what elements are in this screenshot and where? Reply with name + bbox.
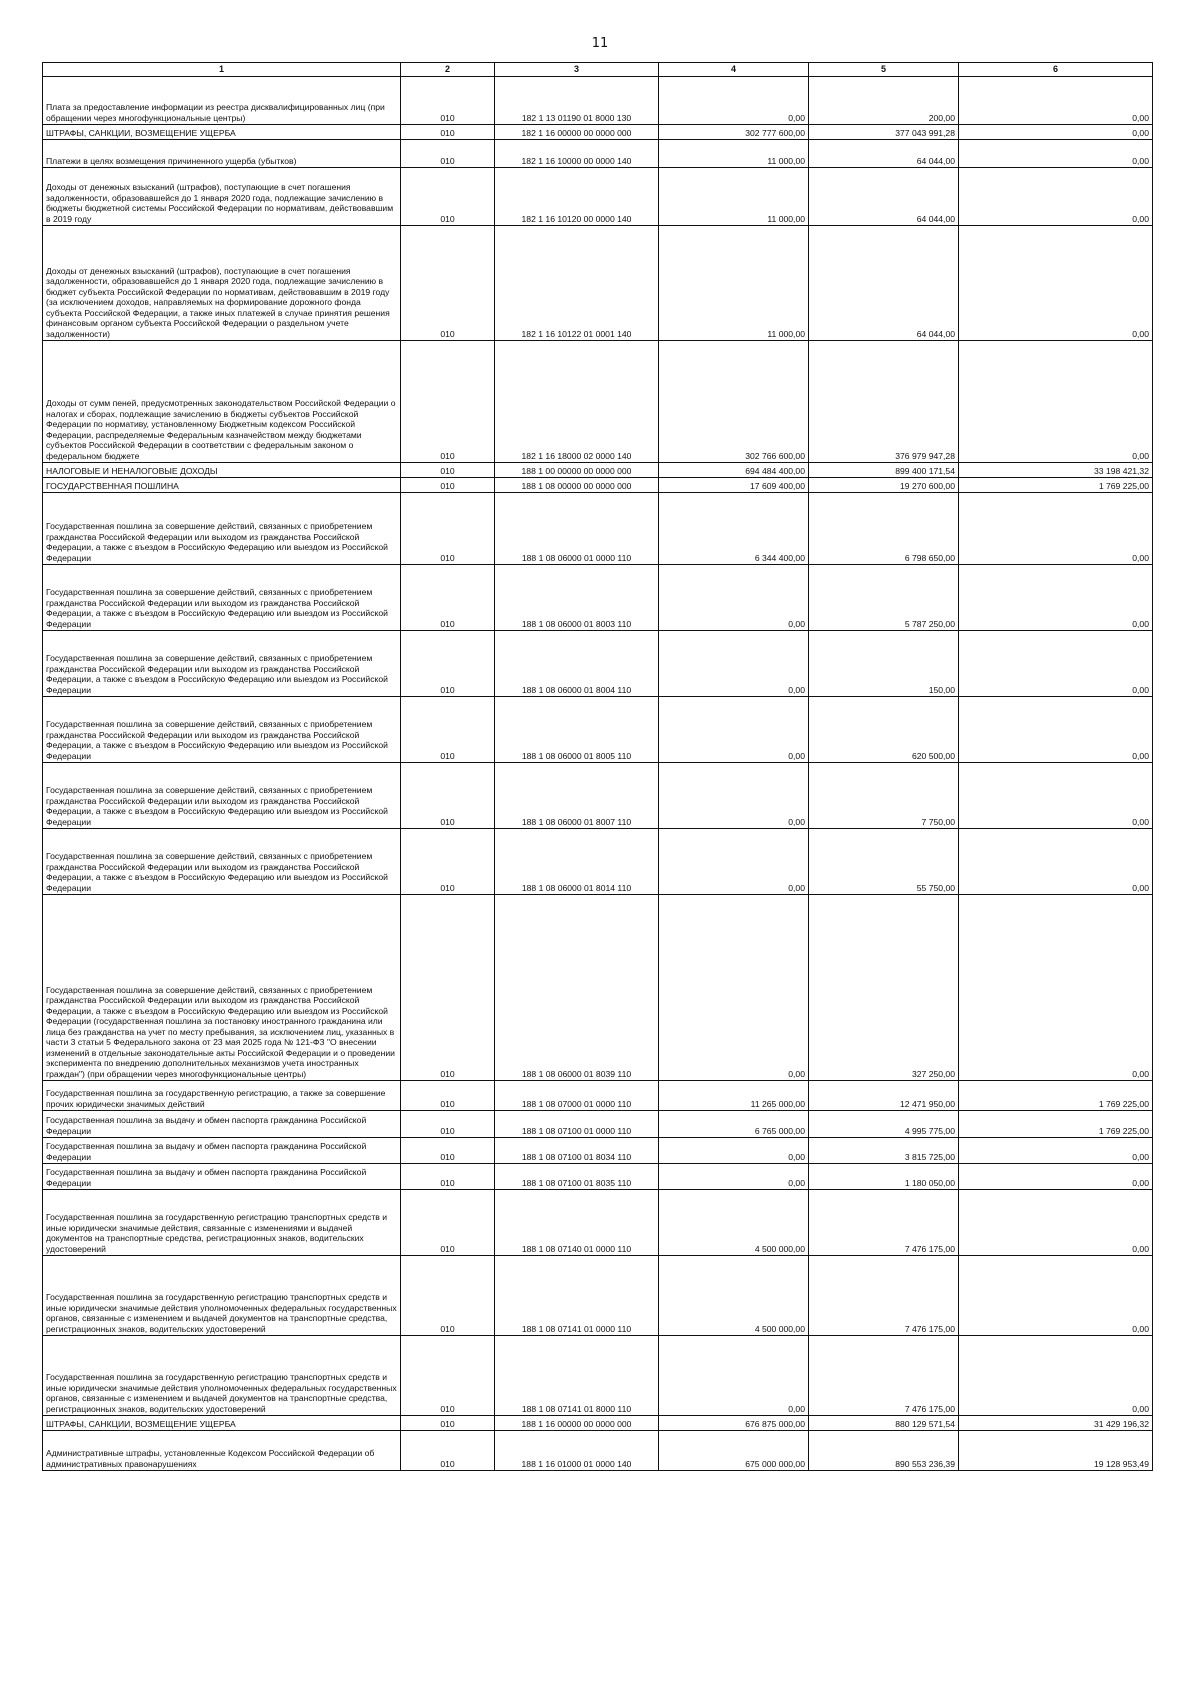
- row-value-col4: 11 000,00: [659, 168, 809, 226]
- table-row: [43, 1164, 1153, 1190]
- row-value-col6: 33 198 421,32: [959, 463, 1153, 478]
- row-value-col6: 0,00: [959, 125, 1153, 140]
- row-value-col5: 899 400 171,54: [809, 463, 959, 478]
- row-name: Государственная пошлина за совершение действий, связанных с приобретением гражданства Российской Федерации или выходом из гражданства Российской Федерации, а также с въездом в Российскую Федерацию или выездом из Российской Федерации: [43, 631, 401, 697]
- row-name: Государственная пошлина за выдачу и обмен паспорта гражданина Российской Федерации: [43, 1138, 401, 1164]
- row-value-col5: 7 750,00: [809, 763, 959, 829]
- row-value-col6: 0,00: [959, 1138, 1153, 1164]
- table-row: [43, 77, 1153, 125]
- col-header-6: 6: [959, 63, 1153, 77]
- row-name: ШТРАФЫ, САНКЦИИ, ВОЗМЕЩЕНИЕ УЩЕРБА: [43, 1416, 401, 1431]
- row-code: 010: [401, 226, 495, 341]
- row-value-col4: 302 777 600,00: [659, 125, 809, 140]
- revenue-table: [42, 62, 1153, 1471]
- row-value-col6: 1 769 225,00: [959, 1111, 1153, 1138]
- row-kbk: 188 1 08 07141 01 0000 110: [495, 1256, 659, 1336]
- row-value-col5: 64 044,00: [809, 226, 959, 341]
- row-name: Государственная пошлина за государственную регистрацию транспортных средств и иные юридически значимые действия, связанные с изменениями и выдачей документов на транспортные средства, регистрационных знаков, водительских удостоверений: [43, 1190, 401, 1256]
- row-value-col6: 0,00: [959, 226, 1153, 341]
- row-value-col4: 4 500 000,00: [659, 1190, 809, 1256]
- row-value-col5: 377 043 991,28: [809, 125, 959, 140]
- row-kbk: 188 1 08 00000 00 0000 000: [495, 478, 659, 493]
- row-code: 010: [401, 1164, 495, 1190]
- row-value-col4: 0,00: [659, 1138, 809, 1164]
- row-kbk: 182 1 16 00000 00 0000 000: [495, 125, 659, 140]
- row-name: Административные штрафы, установленные Кодексом Российской Федерации об административных правонарушениях: [43, 1431, 401, 1471]
- row-name: Государственная пошлина за совершение действий, связанных с приобретением гражданства Российской Федерации или выходом из гражданства Российской Федерации, а также с въездом в Российскую Федерацию или выездом из Российской Федерации: [43, 763, 401, 829]
- row-kbk: 188 1 00 00000 00 0000 000: [495, 463, 659, 478]
- row-code: 010: [401, 1256, 495, 1336]
- table-row: [43, 1138, 1153, 1164]
- row-value-col4: 4 500 000,00: [659, 1256, 809, 1336]
- row-value-col6: 0,00: [959, 1190, 1153, 1256]
- row-value-col6: 0,00: [959, 77, 1153, 125]
- row-value-col5: 64 044,00: [809, 168, 959, 226]
- col-header-4: 4: [659, 63, 809, 77]
- row-value-col4: 0,00: [659, 77, 809, 125]
- row-kbk: 188 1 16 01000 01 0000 140: [495, 1431, 659, 1471]
- row-code: 010: [401, 631, 495, 697]
- row-value-col6: 0,00: [959, 697, 1153, 763]
- row-value-col6: 0,00: [959, 168, 1153, 226]
- row-value-col5: 880 129 571,54: [809, 1416, 959, 1431]
- row-value-col5: 376 979 947,28: [809, 341, 959, 463]
- row-name: Государственная пошлина за совершение действий, связанных с приобретением гражданства Российской Федерации или выходом из гражданства Российской Федерации, а также с въездом в Российскую Федерацию или выездом из Российской Федерации (государственная пошлина за постановку иностранного гражданина или лица без гражданства на учет по месту пребывания, за исключением лиц, указанных в части 3 статьи 5 Федерального закона от 23 мая 2025 года № 121-ФЗ "О внесении изменений в отдельные законодательные акты Российской Федерации и о проведении эксперимента по внедрению дополнительных механизмов учета иностранных граждан") (при обращении через многофункциональные центры): [43, 895, 401, 1081]
- row-value-col5: 4 995 775,00: [809, 1111, 959, 1138]
- row-kbk: 188 1 08 06000 01 8007 110: [495, 763, 659, 829]
- row-value-col6: 0,00: [959, 631, 1153, 697]
- row-kbk: 188 1 08 06000 01 8039 110: [495, 895, 659, 1081]
- row-value-col5: 327 250,00: [809, 895, 959, 1081]
- row-value-col4: 11 000,00: [659, 226, 809, 341]
- table-row: [43, 1111, 1153, 1138]
- table-row: [43, 493, 1153, 565]
- row-value-col6: 0,00: [959, 341, 1153, 463]
- row-value-col6: 0,00: [959, 140, 1153, 168]
- row-name: Государственная пошлина за совершение действий, связанных с приобретением гражданства Российской Федерации или выходом из гражданства Российской Федерации, а также с въездом в Российскую Федерацию или выездом из Российской Федерации: [43, 493, 401, 565]
- row-code: 010: [401, 697, 495, 763]
- row-value-col5: 5 787 250,00: [809, 565, 959, 631]
- row-name: Доходы от денежных взысканий (штрафов), поступающие в счет погашения задолженности, образовавшейся до 1 января 2020 года, подлежащие зачислению в бюджеты бюджетной системы Российской Федерации по нормативам, действовавшим в 2019 году: [43, 168, 401, 226]
- col-header-1: 1: [43, 63, 401, 77]
- row-value-col5: 55 750,00: [809, 829, 959, 895]
- table-row: [43, 226, 1153, 341]
- table-row: [43, 125, 1153, 140]
- row-value-col5: 3 815 725,00: [809, 1138, 959, 1164]
- row-value-col4: 0,00: [659, 1336, 809, 1416]
- row-name: Доходы от сумм пеней, предусмотренных законодательством Российской Федерации о налогах и сборах, подлежащие зачислению в бюджеты субъектов Российской Федерации по нормативу, установленному Бюджетным кодексом Российской Федерации, распределяемые Федеральным казначейством между бюджетами субъектов Российской Федерации в соответствии с федеральным законом о федеральном бюджете: [43, 341, 401, 463]
- row-value-col6: 0,00: [959, 829, 1153, 895]
- row-value-col6: 0,00: [959, 763, 1153, 829]
- row-kbk: 188 1 08 07000 01 0000 110: [495, 1081, 659, 1111]
- row-name: ГОСУДАРСТВЕННАЯ ПОШЛИНА: [43, 478, 401, 493]
- row-code: 010: [401, 1190, 495, 1256]
- row-kbk: 182 1 16 10120 00 0000 140: [495, 168, 659, 226]
- table-row: [43, 829, 1153, 895]
- row-value-col4: 11 265 000,00: [659, 1081, 809, 1111]
- table-row: [43, 341, 1153, 463]
- row-value-col6: 0,00: [959, 493, 1153, 565]
- row-code: 010: [401, 1111, 495, 1138]
- row-code: 010: [401, 125, 495, 140]
- row-value-col6: 1 769 225,00: [959, 1081, 1153, 1111]
- row-value-col6: 0,00: [959, 1336, 1153, 1416]
- row-code: 010: [401, 565, 495, 631]
- row-name: Государственная пошлина за выдачу и обмен паспорта гражданина Российской Федерации: [43, 1164, 401, 1190]
- table-row: [43, 478, 1153, 493]
- row-value-col4: 302 766 600,00: [659, 341, 809, 463]
- row-code: 010: [401, 829, 495, 895]
- row-code: 010: [401, 1416, 495, 1431]
- row-value-col4: 6 765 000,00: [659, 1111, 809, 1138]
- row-code: 010: [401, 763, 495, 829]
- row-value-col5: 1 180 050,00: [809, 1164, 959, 1190]
- row-kbk: 182 1 16 10000 00 0000 140: [495, 140, 659, 168]
- table-row: [43, 697, 1153, 763]
- row-kbk: 182 1 16 10122 01 0001 140: [495, 226, 659, 341]
- row-code: 010: [401, 1336, 495, 1416]
- row-code: 010: [401, 140, 495, 168]
- row-kbk: 188 1 16 00000 00 0000 000: [495, 1416, 659, 1431]
- row-value-col4: 0,00: [659, 829, 809, 895]
- row-value-col4: 17 609 400,00: [659, 478, 809, 493]
- row-code: 010: [401, 895, 495, 1081]
- row-value-col5: 12 471 950,00: [809, 1081, 959, 1111]
- row-name: Государственная пошлина за выдачу и обмен паспорта гражданина Российской Федерации: [43, 1111, 401, 1138]
- row-value-col4: 0,00: [659, 1164, 809, 1190]
- table-row: [43, 1190, 1153, 1256]
- row-name: ШТРАФЫ, САНКЦИИ, ВОЗМЕЩЕНИЕ УЩЕРБА: [43, 125, 401, 140]
- col-header-2: 2: [401, 63, 495, 77]
- row-value-col5: 200,00: [809, 77, 959, 125]
- row-name: Государственная пошлина за совершение действий, связанных с приобретением гражданства Российской Федерации или выходом из гражданства Российской Федерации, а также с въездом в Российскую Федерацию или выездом из Российской Федерации: [43, 829, 401, 895]
- table-row: [43, 565, 1153, 631]
- row-value-col4: 11 000,00: [659, 140, 809, 168]
- row-code: 010: [401, 1138, 495, 1164]
- row-code: 010: [401, 341, 495, 463]
- table-row: [43, 631, 1153, 697]
- table-row: [43, 140, 1153, 168]
- row-value-col4: 0,00: [659, 895, 809, 1081]
- row-value-col4: 0,00: [659, 697, 809, 763]
- row-kbk: 188 1 08 06000 01 8014 110: [495, 829, 659, 895]
- row-value-col4: 694 484 400,00: [659, 463, 809, 478]
- row-value-col4: 0,00: [659, 565, 809, 631]
- row-name: Государственная пошлина за государственную регистрацию, а также за совершение прочих юридически значимых действий: [43, 1081, 401, 1111]
- row-code: 010: [401, 1081, 495, 1111]
- row-value-col5: 64 044,00: [809, 140, 959, 168]
- column-number-header: [43, 63, 1153, 77]
- row-kbk: 188 1 08 06000 01 0000 110: [495, 493, 659, 565]
- row-kbk: 182 1 16 18000 02 0000 140: [495, 341, 659, 463]
- row-code: 010: [401, 493, 495, 565]
- table-row: [43, 168, 1153, 226]
- row-value-col6: 0,00: [959, 895, 1153, 1081]
- row-name: Государственная пошлина за совершение действий, связанных с приобретением гражданства Российской Федерации или выходом из гражданства Российской Федерации, а также с въездом в Российскую Федерацию или выездом из Российской Федерации: [43, 565, 401, 631]
- row-value-col6: 0,00: [959, 1164, 1153, 1190]
- row-code: 010: [401, 478, 495, 493]
- row-value-col5: 6 798 650,00: [809, 493, 959, 565]
- table-row: [43, 1081, 1153, 1111]
- row-value-col5: 620 500,00: [809, 697, 959, 763]
- table-row: [43, 895, 1153, 1081]
- row-name: НАЛОГОВЫЕ И НЕНАЛОГОВЫЕ ДОХОДЫ: [43, 463, 401, 478]
- row-kbk: 188 1 08 06000 01 8003 110: [495, 565, 659, 631]
- row-name: Государственная пошлина за государственную регистрацию транспортных средств и иные юридически значимые действия уполномоченных федеральных государственных органов, связанные с изменением и выдачей документов на транспортные средства, регистрационных знаков, водительских удостоверений: [43, 1336, 401, 1416]
- table-row: [43, 1336, 1153, 1416]
- row-value-col6: 0,00: [959, 565, 1153, 631]
- row-kbk: 188 1 08 07140 01 0000 110: [495, 1190, 659, 1256]
- row-name: Платежи в целях возмещения причиненного ущерба (убытков): [43, 140, 401, 168]
- row-kbk: 188 1 08 07100 01 8034 110: [495, 1138, 659, 1164]
- row-kbk: 188 1 08 07100 01 0000 110: [495, 1111, 659, 1138]
- row-kbk: 188 1 08 07141 01 8000 110: [495, 1336, 659, 1416]
- row-value-col6: 0,00: [959, 1256, 1153, 1336]
- row-name: Государственная пошлина за государственную регистрацию транспортных средств и иные юридически значимые действия уполномоченных федеральных государственных органов, связанные с изменением и выдачей документов на транспортные средства, регистрационных знаков, водительских удостоверений: [43, 1256, 401, 1336]
- row-value-col5: 890 553 236,39: [809, 1431, 959, 1471]
- row-value-col5: 7 476 175,00: [809, 1336, 959, 1416]
- row-code: 010: [401, 463, 495, 478]
- row-kbk: 188 1 08 06000 01 8004 110: [495, 631, 659, 697]
- row-kbk: 188 1 08 06000 01 8005 110: [495, 697, 659, 763]
- row-name: Плата за предоставление информации из реестра дисквалифицированных лиц (при обращении через многофункциональные центры): [43, 77, 401, 125]
- row-name: Доходы от денежных взысканий (штрафов), поступающие в счет погашения задолженности, образовавшейся до 1 января 2020 года, подлежащие зачислению в бюджет субъекта Российской Федерации по нормативам, действовавшим в 2019 году (за исключением доходов, направляемых на формирование дорожного фонда субъекта Российской Федерации, а также иных платежей в случае принятия решения финансовым органом субъекта Российской Федерации о раздельном учете задолженности): [43, 226, 401, 341]
- row-value-col4: 676 875 000,00: [659, 1416, 809, 1431]
- table-row: [43, 763, 1153, 829]
- row-code: 010: [401, 168, 495, 226]
- row-kbk: 188 1 08 07100 01 8035 110: [495, 1164, 659, 1190]
- row-value-col6: 31 429 196,32: [959, 1416, 1153, 1431]
- row-value-col5: 7 476 175,00: [809, 1190, 959, 1256]
- page-number: 11: [591, 36, 609, 51]
- row-value-col4: 675 000 000,00: [659, 1431, 809, 1471]
- row-kbk: 182 1 13 01190 01 8000 130: [495, 77, 659, 125]
- row-value-col5: 150,00: [809, 631, 959, 697]
- table-row: [43, 1416, 1153, 1431]
- table-row: [43, 1256, 1153, 1336]
- row-name: Государственная пошлина за совершение действий, связанных с приобретением гражданства Российской Федерации или выходом из гражданства Российской Федерации, а также с въездом в Российскую Федерацию или выездом из Российской Федерации: [43, 697, 401, 763]
- table-row: [43, 1431, 1153, 1471]
- col-header-3: 3: [495, 63, 659, 77]
- row-value-col4: 6 344 400,00: [659, 493, 809, 565]
- row-code: 010: [401, 77, 495, 125]
- row-code: 010: [401, 1431, 495, 1471]
- row-value-col6: 19 128 953,49: [959, 1431, 1153, 1471]
- col-header-5: 5: [809, 63, 959, 77]
- row-value-col4: 0,00: [659, 631, 809, 697]
- row-value-col5: 7 476 175,00: [809, 1256, 959, 1336]
- row-value-col5: 19 270 600,00: [809, 478, 959, 493]
- row-value-col6: 1 769 225,00: [959, 478, 1153, 493]
- table-row: [43, 463, 1153, 478]
- row-value-col4: 0,00: [659, 763, 809, 829]
